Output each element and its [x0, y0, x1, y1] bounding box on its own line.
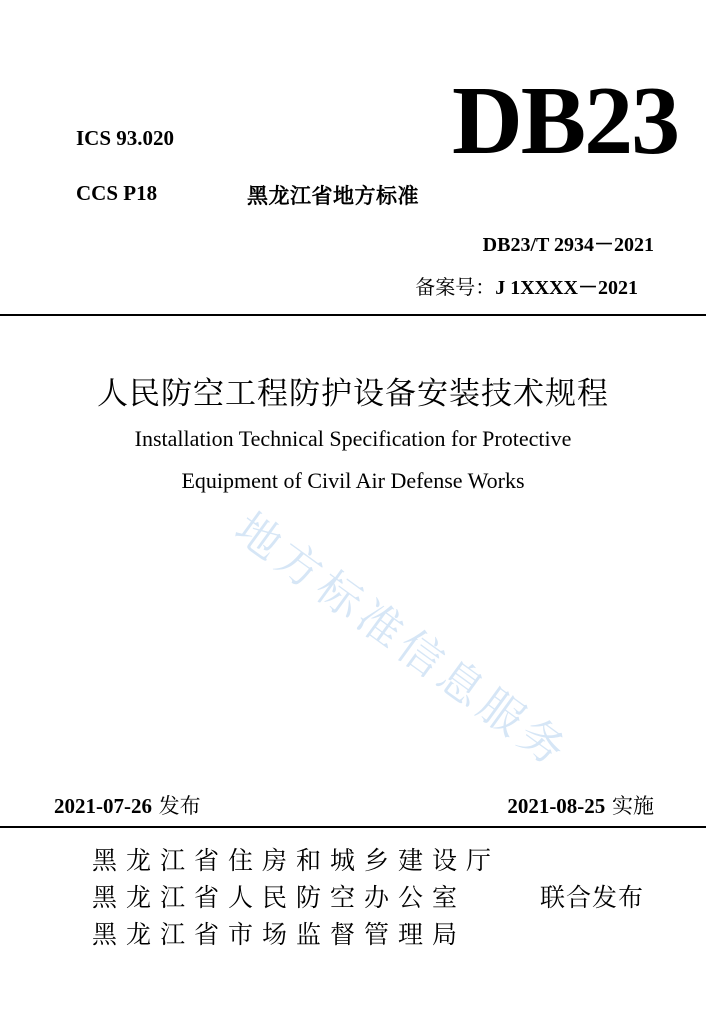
standard-code: DB23/T 2934－2021	[482, 234, 654, 256]
bottom-divider	[0, 826, 706, 828]
title-chinese: 人民防空工程防护设备安装技术规程	[97, 376, 609, 412]
implement-date-line	[507, 790, 654, 820]
publisher-housing: 黑龙江省住房和城乡建设厅	[92, 846, 501, 875]
issue-date-line	[54, 790, 201, 820]
filing-number: J 1XXXX－2021	[495, 277, 638, 299]
db-logo: DB23	[452, 67, 679, 175]
publisher-civil-air-defense: 黑龙江省人民防空办公室	[92, 883, 467, 912]
issue-label: 发布	[152, 794, 201, 818]
ccs-code: CCS P18	[76, 181, 158, 205]
top-divider	[0, 314, 706, 316]
joint-release-label: 联合发布	[540, 883, 645, 912]
ics-code: ICS 93.020	[76, 126, 175, 150]
filing-number-line	[415, 271, 638, 300]
issue-date: 2021-07-26	[54, 794, 152, 818]
filing-label: 备案号：	[415, 275, 496, 299]
title-english-line1: Installation Technical Specification for Protective	[134, 426, 572, 451]
publisher-market-supervision: 黑龙江省市场监督管理局	[92, 920, 467, 949]
implement-label: 实施	[605, 794, 654, 818]
implement-date: 2021-08-25	[507, 794, 606, 818]
standard-type: 黑龙江省地方标准	[247, 184, 419, 208]
watermark-text: 地方标准信息服务	[225, 502, 580, 780]
title-english-line2: Equipment of Civil Air Defense Works	[181, 468, 525, 493]
